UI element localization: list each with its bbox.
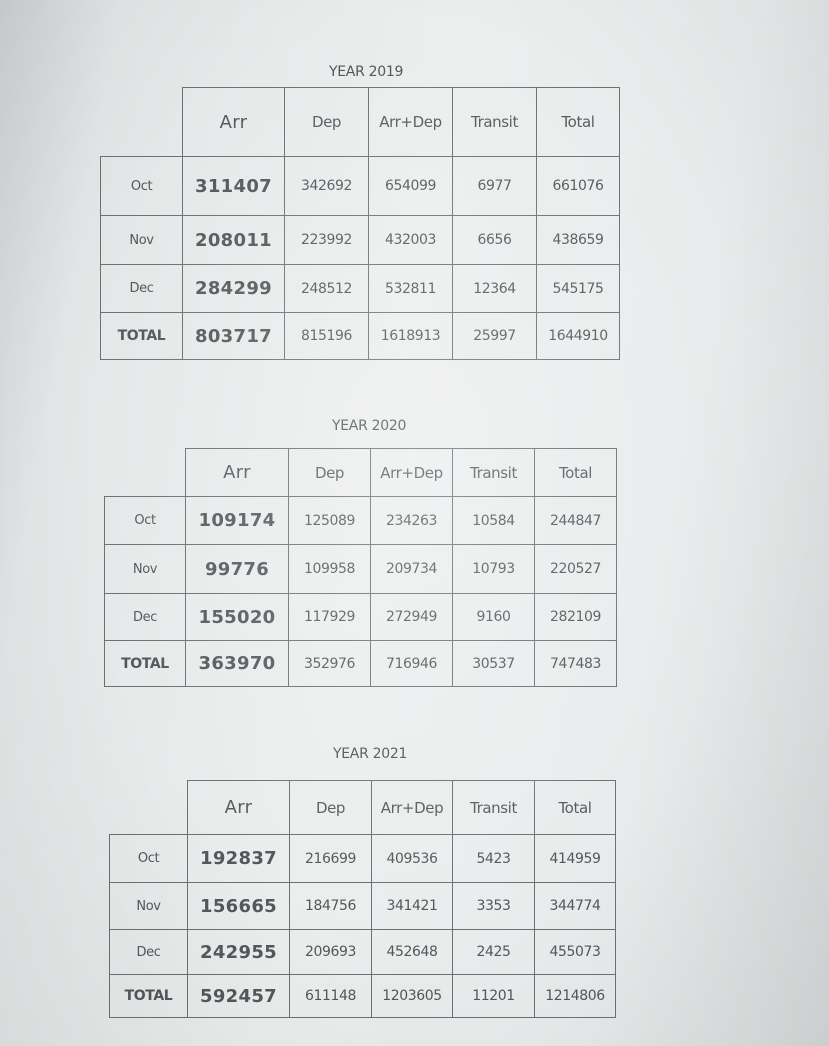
- cell-arr: 311407: [183, 157, 285, 216]
- row-label: Oct: [101, 157, 183, 216]
- cell-arr: 592457: [188, 975, 290, 1018]
- cell-arr-dep: 532811: [369, 265, 453, 313]
- col-header-arr-dep: Arr+Dep: [372, 781, 453, 835]
- cell-arr-dep: 452648: [372, 930, 453, 975]
- cell-dep: 209693: [290, 930, 372, 975]
- table-2021: [109, 780, 616, 1018]
- row-label: Oct: [105, 497, 186, 545]
- cell-arr-dep: 1618913: [369, 313, 453, 360]
- cell-total: 344774: [535, 883, 616, 930]
- table-row-total: [105, 641, 617, 687]
- cell-transit: 12364: [453, 265, 537, 313]
- cell-arr: 208011: [183, 216, 285, 265]
- row-label: Nov: [110, 883, 188, 930]
- cell-dep: 223992: [285, 216, 369, 265]
- table-row: [101, 157, 620, 216]
- row-label: TOTAL: [110, 975, 188, 1018]
- table-row: [110, 835, 616, 883]
- cell-transit: 9160: [453, 594, 535, 641]
- table-2019: [100, 87, 620, 360]
- table-row: [110, 883, 616, 930]
- cell-total: 282109: [535, 594, 617, 641]
- row-label: TOTAL: [105, 641, 186, 687]
- col-header-total: Total: [535, 449, 617, 497]
- cell-arr: 109174: [186, 497, 289, 545]
- cell-dep: 117929: [289, 594, 371, 641]
- cell-dep: 342692: [285, 157, 369, 216]
- cell-total: 661076: [537, 157, 620, 216]
- cell-dep: 109958: [289, 545, 371, 594]
- row-label: Dec: [101, 265, 183, 313]
- cell-transit: 2425: [453, 930, 535, 975]
- cell-total: 438659: [537, 216, 620, 265]
- cell-transit: 11201: [453, 975, 535, 1018]
- col-header-arr: Arr: [186, 449, 289, 497]
- cell-arr: 192837: [188, 835, 290, 883]
- cell-dep: 125089: [289, 497, 371, 545]
- cell-transit: 10793: [453, 545, 535, 594]
- table-row-total: [110, 975, 616, 1018]
- cell-transit: 6656: [453, 216, 537, 265]
- cell-transit: 5423: [453, 835, 535, 883]
- cell-arr: 155020: [186, 594, 289, 641]
- cell-dep: 815196: [285, 313, 369, 360]
- cell-transit: 25997: [453, 313, 537, 360]
- cell-arr: 803717: [183, 313, 285, 360]
- cell-total: 220527: [535, 545, 617, 594]
- cell-transit: 3353: [453, 883, 535, 930]
- table-row: [105, 545, 617, 594]
- cell-dep: 216699: [290, 835, 372, 883]
- cell-arr-dep: 209734: [371, 545, 453, 594]
- row-label: Nov: [105, 545, 186, 594]
- cell-total: 1214806: [535, 975, 616, 1018]
- cell-arr-dep: 341421: [372, 883, 453, 930]
- table-row: [105, 594, 617, 641]
- cell-transit: 6977: [453, 157, 537, 216]
- col-header-total: Total: [535, 781, 616, 835]
- table-row: [101, 216, 620, 265]
- cell-dep: 248512: [285, 265, 369, 313]
- col-header-arr-dep: Arr+Dep: [369, 88, 453, 157]
- cell-arr: 242955: [188, 930, 290, 975]
- col-header-total: Total: [537, 88, 620, 157]
- row-label: TOTAL: [101, 313, 183, 360]
- col-header-dep: Dep: [285, 88, 369, 157]
- cell-total: 414959: [535, 835, 616, 883]
- cell-arr-dep: 272949: [371, 594, 453, 641]
- cell-arr-dep: 716946: [371, 641, 453, 687]
- cell-total: 747483: [535, 641, 617, 687]
- cell-arr-dep: 432003: [369, 216, 453, 265]
- cell-arr-dep: 234263: [371, 497, 453, 545]
- cell-total: 244847: [535, 497, 617, 545]
- cell-total: 455073: [535, 930, 616, 975]
- year-2019-title: YEAR 2019: [329, 64, 404, 80]
- cell-dep: 352976: [289, 641, 371, 687]
- year-2020-title: YEAR 2020: [332, 418, 407, 434]
- cell-arr-dep: 654099: [369, 157, 453, 216]
- cell-dep: 611148: [290, 975, 372, 1018]
- cell-total: 1644910: [537, 313, 620, 360]
- row-label: Oct: [110, 835, 188, 883]
- col-header-transit: Transit: [453, 449, 535, 497]
- year-2021-title: YEAR 2021: [333, 746, 408, 762]
- cell-arr: 156665: [188, 883, 290, 930]
- cell-transit: 10584: [453, 497, 535, 545]
- cell-arr: 284299: [183, 265, 285, 313]
- col-header-arr: Arr: [188, 781, 290, 835]
- table-row: [110, 930, 616, 975]
- cell-arr: 99776: [186, 545, 289, 594]
- header-row: [101, 88, 620, 157]
- table-row: [105, 497, 617, 545]
- cell-transit: 30537: [453, 641, 535, 687]
- col-header-arr-dep: Arr+Dep: [371, 449, 453, 497]
- table-row: [101, 265, 620, 313]
- col-header-transit: Transit: [453, 88, 537, 157]
- cell-dep: 184756: [290, 883, 372, 930]
- cell-arr: 363970: [186, 641, 289, 687]
- table-2020: [104, 448, 617, 687]
- col-header-arr: Arr: [183, 88, 285, 157]
- cell-arr-dep: 409536: [372, 835, 453, 883]
- cell-total: 545175: [537, 265, 620, 313]
- row-label: Dec: [105, 594, 186, 641]
- header-row: [105, 449, 617, 497]
- cell-arr-dep: 1203605: [372, 975, 453, 1018]
- header-row: [110, 781, 616, 835]
- table-row-total: [101, 313, 620, 360]
- col-header-transit: Transit: [453, 781, 535, 835]
- col-header-dep: Dep: [289, 449, 371, 497]
- row-label: Nov: [101, 216, 183, 265]
- row-label: Dec: [110, 930, 188, 975]
- col-header-dep: Dep: [290, 781, 372, 835]
